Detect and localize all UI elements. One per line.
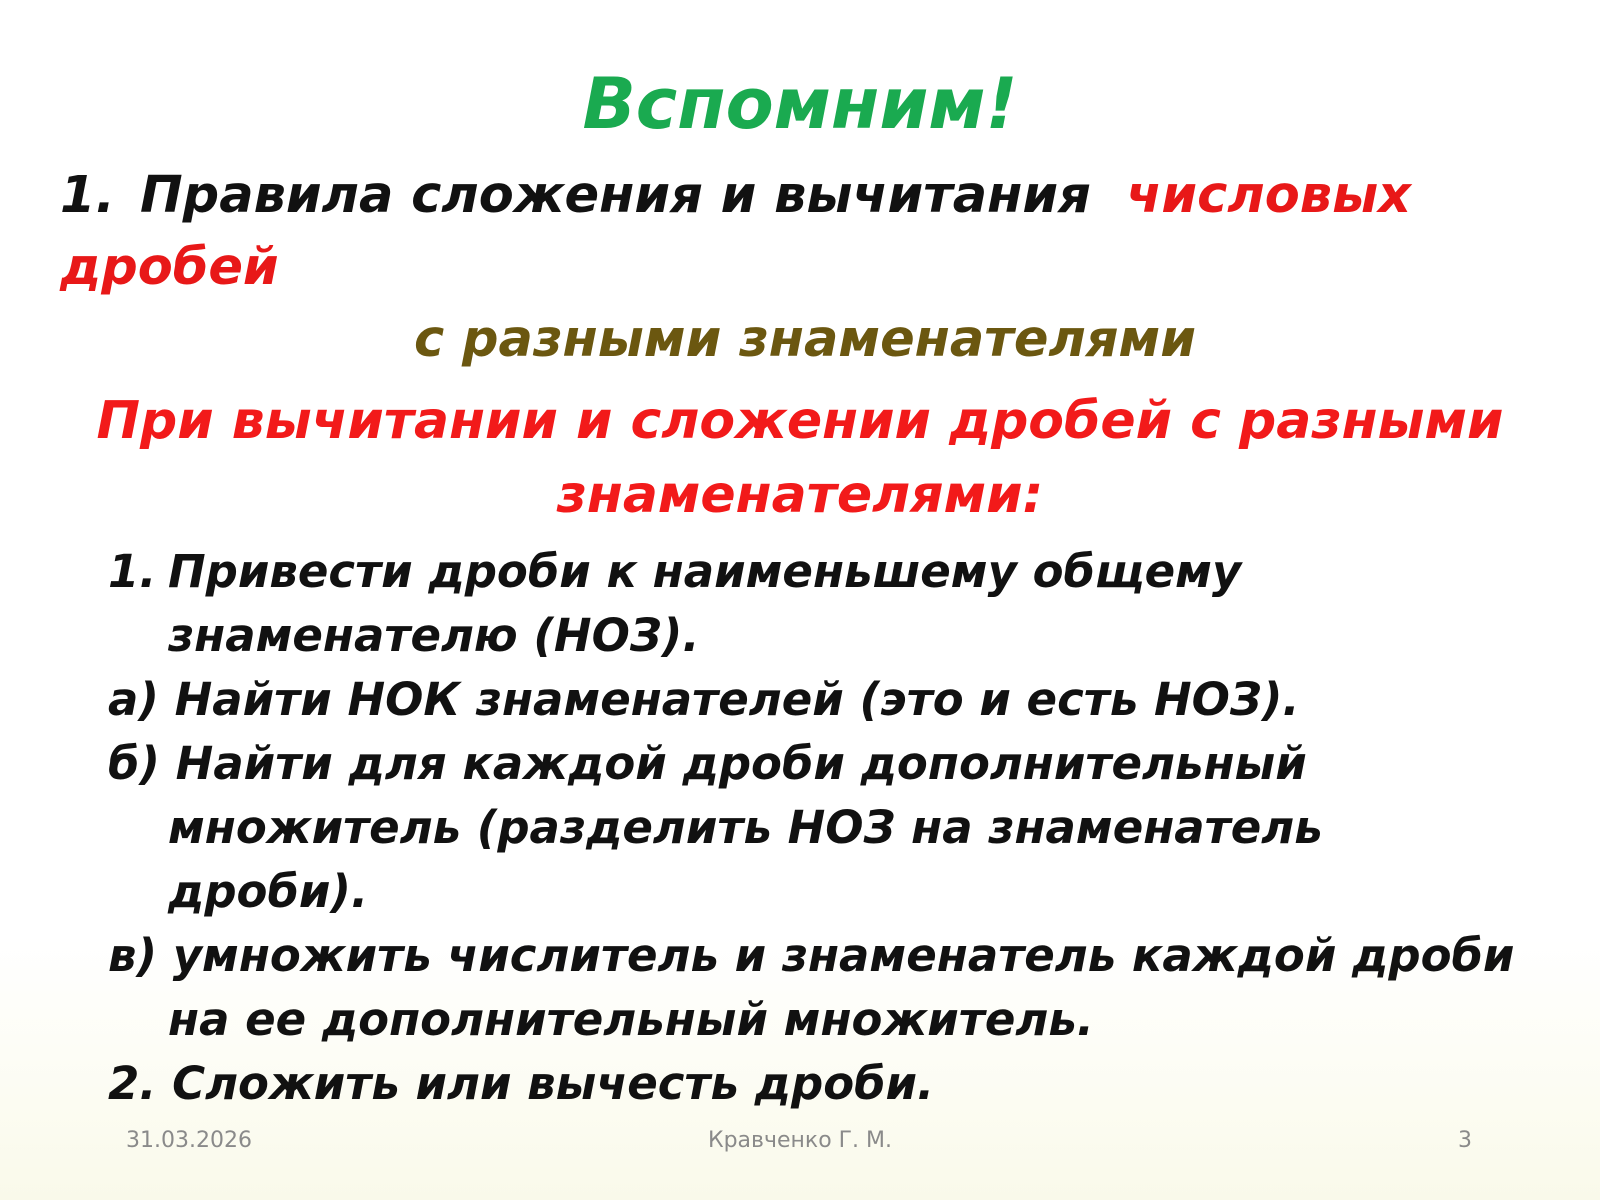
topic-text-black: Правила сложения и вычитания <box>140 166 1091 225</box>
step-text: Привести дроби к наименьшему общему знаменателю (НОЗ). <box>168 545 1242 662</box>
step-text: Найти НОК знаменателей (это и есть НОЗ). <box>174 673 1300 726</box>
footer-date: 31.03.2026 <box>126 1128 252 1153</box>
slide-title: Вспомним! <box>582 63 1018 145</box>
rule-heading <box>0 384 1600 532</box>
step-marker: б) <box>108 737 176 790</box>
footer-page-number: 3 <box>1458 1128 1472 1153</box>
steps-list <box>108 540 1528 1116</box>
step-b <box>108 732 1528 924</box>
step-2 <box>108 1052 1528 1116</box>
step-marker: 2. <box>108 1057 173 1110</box>
step-text: Сложить или вычесть дроби. <box>172 1057 935 1110</box>
topic-heading <box>60 160 1550 376</box>
footer-author: Кравченко Г. М. <box>707 1128 893 1153</box>
topic-text-red: числовых дробей <box>60 166 1412 297</box>
step-a <box>108 668 1528 732</box>
topic-text-line2: с разными знаменателями <box>414 310 1196 369</box>
step-marker: 1. <box>108 545 157 598</box>
step-c <box>108 924 1528 1052</box>
rule-heading-line2: знаменателями: <box>556 465 1044 525</box>
topic-number: 1. <box>60 166 115 225</box>
step-marker: а) <box>108 673 175 726</box>
rule-heading-line1: При вычитании и сложении дробей с разными <box>96 391 1504 451</box>
step-marker: в) <box>108 929 173 982</box>
step-text: умножить числитель и знаменатель каждой дроби на ее дополнительный множитель. <box>168 929 1515 1046</box>
step-text: Найти для каждой дроби дополнительный множитель (разделить НОЗ на знаменатель дроби). <box>168 737 1323 918</box>
step-1 <box>108 540 1528 668</box>
